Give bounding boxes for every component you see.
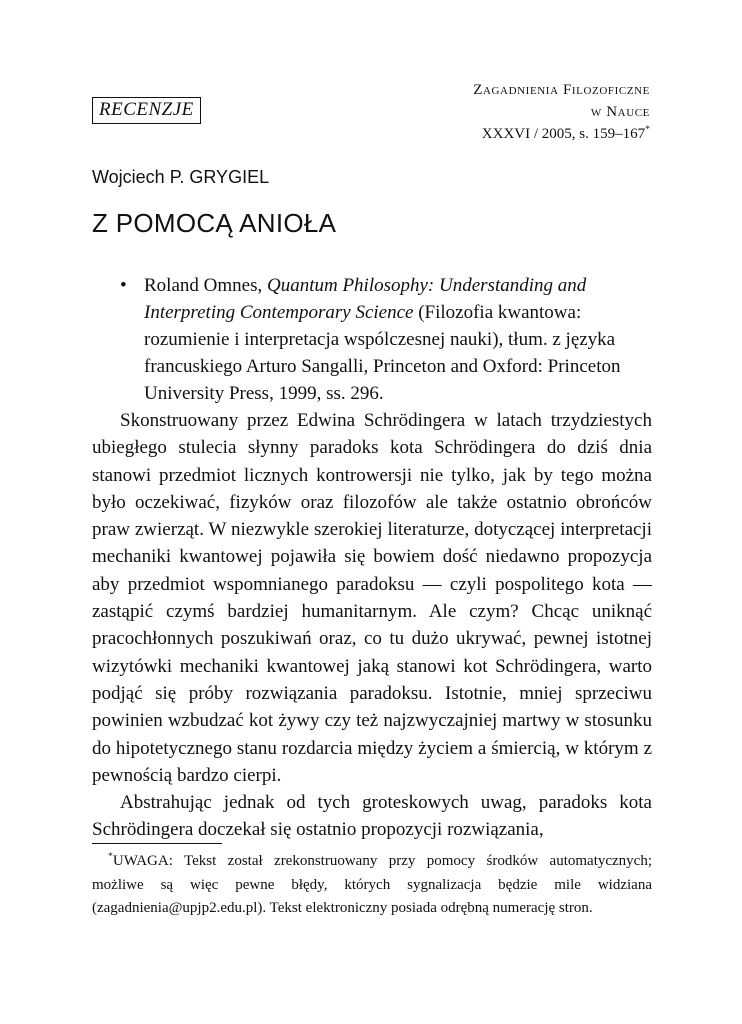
footnote-mark: * bbox=[108, 851, 113, 862]
section-label: RECENZJE bbox=[92, 97, 201, 124]
footnote-text: UWAGA: Tekst został zrekonstruowany przy pomocy środków automatycznych; możliwe są więc pewne błędy, których sygnalizacja będzie mile widziana (zagadnienia@upjp2.edu.pl). Tekst elektroniczny posiada odrębną numerację stron. bbox=[92, 853, 652, 916]
journal-name-line1: Zagadnienia Filozoficzne bbox=[473, 82, 650, 98]
footnote-paragraph bbox=[92, 850, 652, 921]
book-title: Quantum Philosophy: Understanding and Interpreting Contemporary Science bbox=[144, 275, 587, 323]
bullet-icon: • bbox=[120, 275, 127, 296]
body-paragraph-1: Skonstruowany przez Edwina Schrödingera w latach trzydziestych ubiegłego stulecia słynny paradoks kota Schrödingera do dziś dnia stanowi przedmiot licznych kontrowersji nie tylko, jak by tego można było oczekiwać, fizyków oraz filozofów ale także ostatnio obrońców praw zwierząt. W niezwykle szerokiej literaturze, dotyczącej interpretacji mechaniki kwantowej pojawiła się bowiem dość niedawno propozycja aby przedmiot wspomnianego paradoksu — czyli pospolitego kota — zastąpić czymś bardziej humanitarnym. Ale czym? Chcąc uniknąć pracochłonnych poszukiwań oraz, co tu dużo ukrywać, pewnej istotnej wizytówki mechaniki kwantowej jaką stanowi kot Schrödingera, warto podjąć się próby rozwiązania paradoksu. Istotnie, mniej sprzeciwu powinien wzbudzać kot żywy czy też najzwyczajniej martwy w stosunku do hipotetycznego stanu rozdarcia między życiem a śmiercią, w którym z pewnością bardzo cierpi. bbox=[92, 410, 652, 786]
book-details: (Filozofia kwantowa: rozumienie i interpretacja wspólczesnej nauki), tłum. z języka francuskiego Arturo Sangalli, Princeton and Oxford: Princeton University Press, 1999, ss. 296. bbox=[144, 302, 621, 404]
journal-volume-pages bbox=[473, 123, 650, 145]
bibliographic-text bbox=[144, 272, 652, 407]
article-title: Z POMOCĄ ANIOŁA bbox=[92, 208, 337, 238]
journal-info bbox=[473, 79, 650, 145]
footnote-reference-mark: * bbox=[645, 124, 650, 135]
footnote bbox=[92, 850, 652, 921]
volume-pages-text: XXXVI / 2005, s. 159–167 bbox=[481, 126, 646, 142]
body-paragraph-2: Abstrahując jednak od tych groteskowych uwag, paradoks kota Schrödingera doczekał się ostatnio propozycji rozwiązania, bbox=[92, 792, 652, 841]
journal-name-line2: w Nauce bbox=[590, 104, 650, 120]
author-name: Wojciech P. GRYGIEL bbox=[92, 167, 270, 187]
body-text bbox=[92, 407, 652, 844]
book-author: Roland Omnes, bbox=[144, 275, 267, 296]
footnote-divider bbox=[92, 843, 222, 844]
bibliographic-item bbox=[120, 272, 652, 407]
